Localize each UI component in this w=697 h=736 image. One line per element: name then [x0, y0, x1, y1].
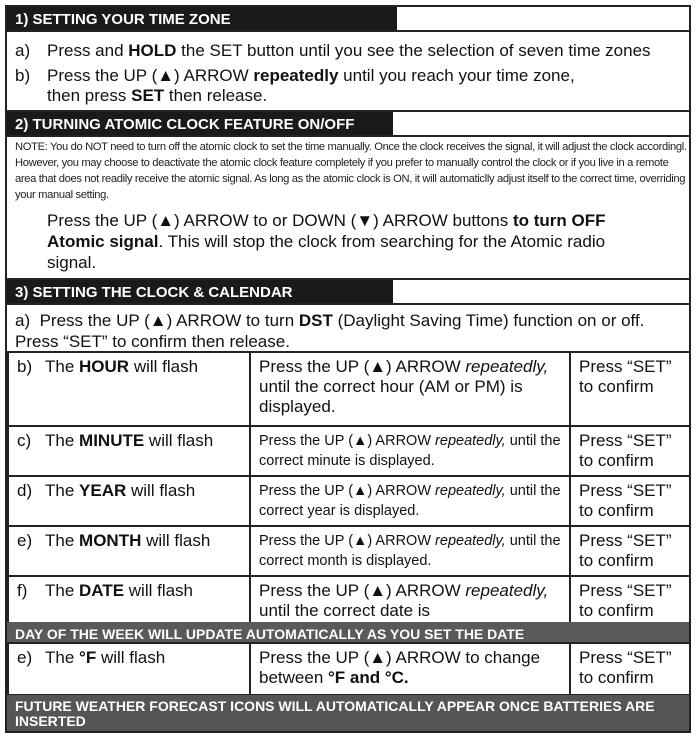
step-cell: e) The °F will flash [8, 643, 250, 695]
item-text: Press and HOLD the SET button until you see the selection of seven time zones [47, 41, 651, 60]
day-of-week-banner: DAY OF THE WEEK WILL UPDATE AUTOMATICALLY AS YOU SET THE DATE [7, 622, 689, 644]
confirm-cell: Press “SET” to confirm [570, 426, 690, 476]
footer-banner: FUTURE WEATHER FORECAST ICONS WILL AUTOMATICALLY APPEAR ONCE BATTERIES ARE INSERTED [7, 695, 689, 733]
item-letter: b) [15, 66, 31, 85]
confirm-cell: Press “SET” to confirm [570, 352, 690, 426]
section-1-header: 1) SETTING YOUR TIME ZONE [7, 7, 397, 32]
table-row [8, 476, 690, 526]
table-row [8, 352, 690, 426]
section-2-header: 2) TURNING ATOMIC CLOCK FEATURE ON/OFF [7, 112, 393, 137]
table-row [8, 526, 690, 576]
item-text: then press SET then release. [47, 86, 268, 105]
section-3-header: 3) SETTING THE CLOCK & CALENDAR [7, 280, 393, 305]
step-cell: b) The HOUR will flash [8, 352, 250, 426]
instruction-sheet [5, 5, 691, 733]
confirm-cell: Press “SET” to confirm [570, 643, 690, 695]
action-cell: Press the UP (▲) ARROW repeatedly, until the correct minute is displayed. [250, 426, 570, 476]
action-cell: Press the UP (▲) ARROW repeatedly, until the correct year is displayed. [250, 476, 570, 526]
action-cell: Press the UP (▲) ARROW repeatedly, until the correct month is displayed. [250, 526, 570, 576]
divider [7, 30, 689, 32]
temperature-table [7, 642, 691, 696]
dst-instruction: a) Press the UP (▲) ARROW to turn DST (Daylight Saving Time) function on or off. Press “SET” to confirm then release. [15, 311, 645, 351]
settings-table [7, 351, 691, 627]
atomic-instruction: Press the UP (▲) ARROW to or DOWN (▼) ARROW buttons to turn OFF Atomic signal. This will stop the clock from searching for the Atomic radio signal. [47, 211, 606, 272]
table-row [8, 576, 690, 626]
note-text: NOTE: You do NOT need to turn off the atomic clock to set the time manually. Once the clock receives the signal, it will adjust the clock accordingl. However, you may choose to deactivate the atomic clock feature completely if you prefer to manually control the clock or if you live in a remote area that does not readily receive the atomic signal. As long as the atomic clock is ON, it will automaticlly adjust itself to the correct time, overriding your manual setting. [15, 141, 687, 201]
action-cell: Press the UP (▲) ARROW repeatedly, until the correct hour (AM or PM) is displayed. [250, 352, 570, 426]
action-cell: Press the UP (▲) ARROW repeatedly, until the correct date is [250, 576, 570, 626]
item-text: Press the UP (▲) ARROW repeatedly until you reach your time zone, [47, 66, 575, 85]
step-cell: c) The MINUTE will flash [8, 426, 250, 476]
confirm-cell: Press “SET” to confirm [570, 526, 690, 576]
step-cell: d) The YEAR will flash [8, 476, 250, 526]
table-row [8, 426, 690, 476]
action-cell: Press the UP (▲) ARROW to change between °F and °C. [250, 643, 570, 695]
item-letter: a) [15, 41, 31, 60]
divider [7, 135, 689, 137]
table-row [8, 643, 690, 695]
confirm-cell: Press “SET” to confirm [570, 576, 690, 626]
step-cell: e) The MONTH will flash [8, 526, 250, 576]
step-cell: f) The DATE will flash [8, 576, 250, 626]
confirm-cell: Press “SET” to confirm [570, 476, 690, 526]
divider [7, 303, 689, 305]
